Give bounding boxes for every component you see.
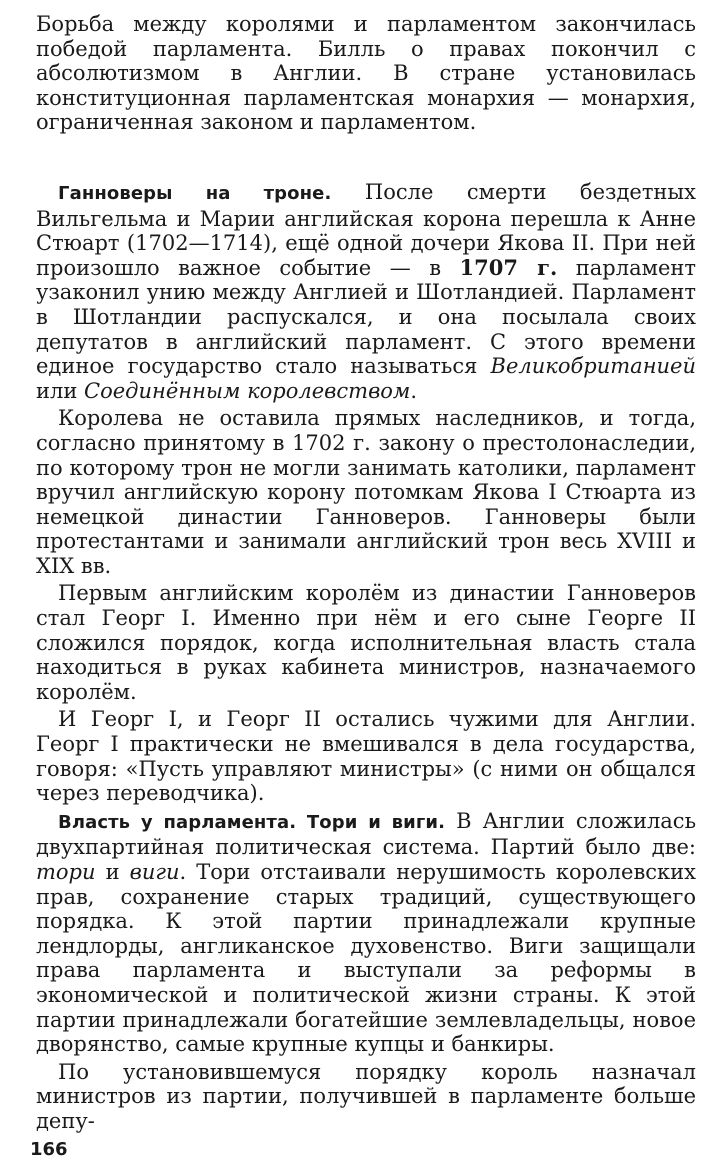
paragraph-text: парламент узаконил унию между Англией и Шотландией. Парламент в Шотландии распускался, и она посылала своих депутатов в английский парламент. С этого времени единое государство стало называться — [36, 255, 696, 379]
section-hanover-paragraph — [36, 180, 696, 403]
body-paragraph: Первым английским королём из династии Ганноверов стал Георг I. Именно при нём и его сыне Георге II сложился порядок, когда исполнительная власть стала находиться в руках кабинета министров, назначаемого королём. — [36, 581, 696, 704]
paragraph-text: В Англии сложилась двухпартийная политическая система. Партий было две: — [36, 808, 696, 860]
paragraph-text: или — [36, 378, 85, 403]
paragraph-text: После смерти бездетных Вильгельма и Марии английская корона перешла к Анне Стюарт (1702—1714), ещё одной дочери Якова II. При ней произошло важное событие — в — [36, 179, 696, 280]
body-paragraph: По установившемуся порядку король назначал министров из партии, получившей в парламенте больше депу- — [36, 1059, 696, 1133]
section-heading-parliament: Власть у парламента. Тори и виги. — [58, 811, 446, 833]
section-heading-hanover: Ганноверы на троне. — [58, 182, 332, 204]
term-united-kingdom: Соединённым королевством — [84, 378, 411, 403]
term-tories: тори — [36, 860, 96, 884]
term-whigs: виги — [129, 860, 180, 884]
term-great-britain: Великобританией — [490, 354, 696, 379]
textbook-page — [36, 12, 696, 1134]
paragraph-text: . — [410, 378, 418, 403]
body-paragraph: И Георг I, и Георг II остались чужими для Англии. Георг I практически не вмешивался в дела государства, говоря: «Пусть управляют министры» (с ними он общался через переводчика). — [36, 707, 696, 806]
body-paragraph: Королева не оставила прямых наследников, и тогда, согласно принятому в 1702 г. закону о престолонаследии, по которому трон не могли занимать католики, парламент вручил английскую корону потомкам Якова I Стюарта из немецкой династии Ганноверов. Ганноверы были протестантами и занимали английский трон весь XVIII и XIX вв. — [36, 406, 696, 578]
paragraph-text: . Тори отстаивали нерушимость королевских прав, сохранение старых традиций, существующего порядка. К этой партии принадлежали крупные лендлорды, англиканское духовенство. Виги защищали права парламента и выступали за реформы в экономической и политической жизни страны. К этой партии принадлежали богатейшие землевладельцы, новое дворянство, самые крупные купцы и банкиры. — [36, 860, 696, 1057]
emphasized-year: 1707 г. — [459, 254, 558, 280]
page-number: 166 — [30, 1139, 68, 1160]
intro-paragraph: Борьба между королями и парламентом закончилась победой парламента. Билль о правах покончил с абсолютизмом в Англии. В стране установилась конституционная парламентская монархия — монархия, ограниченная законом и парламентом. — [36, 12, 696, 135]
paragraph-text: и — [95, 860, 130, 884]
section-parliament-paragraph — [36, 809, 696, 1057]
